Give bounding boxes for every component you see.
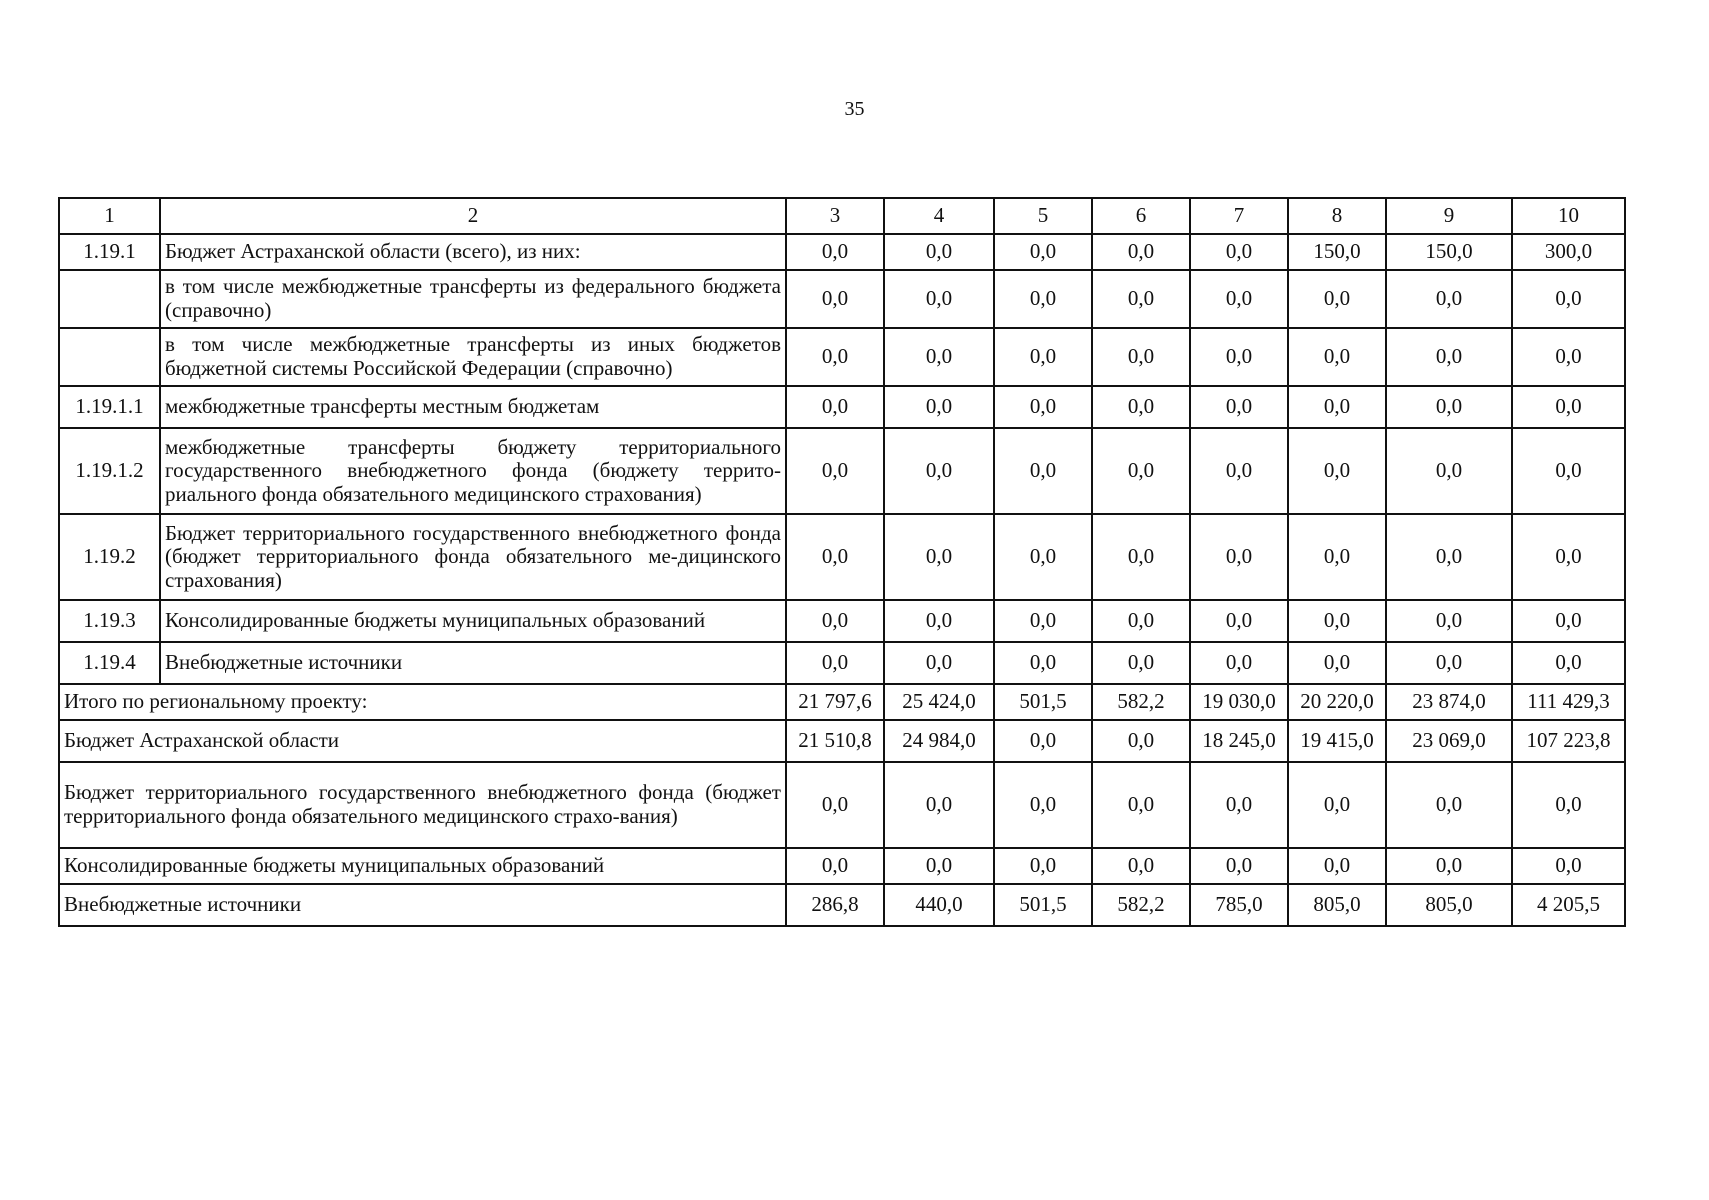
value-cell: 0,0 (786, 428, 884, 514)
column-number: 7 (1190, 198, 1288, 234)
value-cell: 0,0 (994, 720, 1092, 762)
row-code: 1.19.4 (59, 642, 160, 684)
value-cell: 0,0 (1092, 720, 1190, 762)
row-code (59, 270, 160, 328)
table-row (59, 386, 1625, 428)
table-row (59, 270, 1625, 328)
value-cell: 0,0 (786, 848, 884, 884)
value-cell: 23 069,0 (1386, 720, 1512, 762)
total-label: Итого по региональному проекту: (59, 684, 786, 720)
budget-table (58, 197, 1626, 927)
value-cell: 0,0 (1092, 600, 1190, 642)
table-row (59, 600, 1625, 642)
value-cell: 0,0 (786, 234, 884, 270)
value-cell: 0,0 (1092, 848, 1190, 884)
value-cell: 0,0 (994, 428, 1092, 514)
table-row (59, 328, 1625, 386)
value-cell: 21 510,8 (786, 720, 884, 762)
total-label: Бюджет территориального государственного внебюджетного фонда (бюджет территориального фонда обязательного медицинского страхо-вания) (59, 762, 786, 848)
value-cell: 19 415,0 (1288, 720, 1386, 762)
value-cell: 0,0 (884, 234, 994, 270)
value-cell: 785,0 (1190, 884, 1288, 926)
value-cell: 0,0 (994, 514, 1092, 600)
column-number: 1 (59, 198, 160, 234)
row-label: в том числе межбюджетные трансферты из иных бюджетов бюджетной системы Российской Федерации (справочно) (160, 328, 786, 386)
total-label: Внебюджетные источники (59, 884, 786, 926)
value-cell: 0,0 (1386, 600, 1512, 642)
value-cell: 0,0 (1288, 848, 1386, 884)
value-cell: 0,0 (1190, 270, 1288, 328)
total-row (59, 848, 1625, 884)
value-cell: 0,0 (786, 386, 884, 428)
value-cell: 0,0 (1386, 270, 1512, 328)
column-number: 8 (1288, 198, 1386, 234)
value-cell: 0,0 (786, 762, 884, 848)
value-cell: 21 797,6 (786, 684, 884, 720)
value-cell: 0,0 (786, 270, 884, 328)
column-number: 9 (1386, 198, 1512, 234)
row-code: 1.19.1 (59, 234, 160, 270)
value-cell: 0,0 (1288, 270, 1386, 328)
value-cell: 0,0 (1190, 514, 1288, 600)
column-number: 2 (160, 198, 786, 234)
column-number: 10 (1512, 198, 1625, 234)
row-label: Бюджет Астраханской области (всего), из них: (160, 234, 786, 270)
value-cell: 19 030,0 (1190, 684, 1288, 720)
value-cell: 501,5 (994, 684, 1092, 720)
row-label: межбюджетные трансферты местным бюджетам (160, 386, 786, 428)
table-row (59, 428, 1625, 514)
value-cell: 501,5 (994, 884, 1092, 926)
value-cell: 0,0 (884, 642, 994, 684)
total-row (59, 720, 1625, 762)
value-cell: 0,0 (1092, 514, 1190, 600)
row-code: 1.19.1.2 (59, 428, 160, 514)
table-row (59, 514, 1625, 600)
value-cell: 440,0 (884, 884, 994, 926)
value-cell: 0,0 (1092, 642, 1190, 684)
value-cell: 150,0 (1288, 234, 1386, 270)
value-cell: 0,0 (994, 328, 1092, 386)
value-cell: 0,0 (884, 328, 994, 386)
total-row (59, 762, 1625, 848)
value-cell: 0,0 (786, 642, 884, 684)
value-cell: 0,0 (1512, 386, 1625, 428)
value-cell: 0,0 (994, 762, 1092, 848)
row-label: Консолидированные бюджеты муниципальных образований (160, 600, 786, 642)
value-cell: 0,0 (1190, 642, 1288, 684)
value-cell: 0,0 (1512, 762, 1625, 848)
value-cell: 0,0 (1092, 270, 1190, 328)
value-cell: 0,0 (1190, 762, 1288, 848)
value-cell: 150,0 (1386, 234, 1512, 270)
value-cell: 0,0 (1092, 234, 1190, 270)
value-cell: 0,0 (884, 428, 994, 514)
row-code: 1.19.3 (59, 600, 160, 642)
value-cell: 0,0 (1288, 600, 1386, 642)
table-row (59, 234, 1625, 270)
value-cell: 0,0 (1288, 386, 1386, 428)
value-cell: 0,0 (786, 600, 884, 642)
value-cell: 300,0 (1512, 234, 1625, 270)
column-number: 3 (786, 198, 884, 234)
value-cell: 286,8 (786, 884, 884, 926)
value-cell: 4 205,5 (1512, 884, 1625, 926)
row-code (59, 328, 160, 386)
column-number: 6 (1092, 198, 1190, 234)
value-cell: 0,0 (1512, 428, 1625, 514)
row-label: межбюджетные трансферты бюджету территориального государственного внебюджетного фонда (бюджету террито-риального фонда обязательного медицинского страхования) (160, 428, 786, 514)
total-row (59, 884, 1625, 926)
column-number-row (59, 198, 1625, 234)
value-cell: 0,0 (1190, 328, 1288, 386)
value-cell: 0,0 (1386, 642, 1512, 684)
table-row (59, 642, 1625, 684)
value-cell: 582,2 (1092, 884, 1190, 926)
value-cell: 0,0 (1512, 848, 1625, 884)
value-cell: 20 220,0 (1288, 684, 1386, 720)
value-cell: 0,0 (1190, 848, 1288, 884)
value-cell: 0,0 (1092, 328, 1190, 386)
value-cell: 0,0 (1190, 386, 1288, 428)
value-cell: 0,0 (994, 270, 1092, 328)
value-cell: 0,0 (1190, 428, 1288, 514)
total-row (59, 684, 1625, 720)
column-number: 4 (884, 198, 994, 234)
value-cell: 582,2 (1092, 684, 1190, 720)
value-cell: 0,0 (1092, 428, 1190, 514)
total-label: Консолидированные бюджеты муниципальных образований (59, 848, 786, 884)
value-cell: 805,0 (1386, 884, 1512, 926)
value-cell: 0,0 (884, 386, 994, 428)
value-cell: 0,0 (1288, 642, 1386, 684)
value-cell: 0,0 (1512, 270, 1625, 328)
value-cell: 18 245,0 (1190, 720, 1288, 762)
value-cell: 0,0 (1512, 328, 1625, 386)
value-cell: 0,0 (994, 600, 1092, 642)
value-cell: 0,0 (1190, 234, 1288, 270)
page-number: 35 (844, 98, 865, 120)
value-cell: 0,0 (884, 270, 994, 328)
value-cell: 0,0 (1386, 328, 1512, 386)
value-cell: 0,0 (884, 762, 994, 848)
value-cell: 0,0 (884, 514, 994, 600)
value-cell: 107 223,8 (1512, 720, 1625, 762)
value-cell: 0,0 (1512, 642, 1625, 684)
value-cell: 0,0 (1386, 848, 1512, 884)
row-label: Внебюджетные источники (160, 642, 786, 684)
value-cell: 0,0 (1386, 514, 1512, 600)
value-cell: 0,0 (994, 234, 1092, 270)
row-label: Бюджет территориального государственного внебюджетного фонда (бюджет территориального фонда обязательного ме-дицинского страхования) (160, 514, 786, 600)
total-label: Бюджет Астраханской области (59, 720, 786, 762)
row-label: в том числе межбюджетные трансферты из федерального бюджета (справочно) (160, 270, 786, 328)
value-cell: 0,0 (884, 848, 994, 884)
value-cell: 0,0 (1288, 328, 1386, 386)
value-cell: 0,0 (994, 386, 1092, 428)
value-cell: 0,0 (786, 328, 884, 386)
value-cell: 805,0 (1288, 884, 1386, 926)
value-cell: 0,0 (1288, 762, 1386, 848)
value-cell: 0,0 (1512, 600, 1625, 642)
value-cell: 0,0 (1092, 386, 1190, 428)
value-cell: 0,0 (884, 600, 994, 642)
value-cell: 0,0 (1190, 600, 1288, 642)
row-code: 1.19.2 (59, 514, 160, 600)
value-cell: 24 984,0 (884, 720, 994, 762)
row-code: 1.19.1.1 (59, 386, 160, 428)
value-cell: 0,0 (1092, 762, 1190, 848)
value-cell: 0,0 (1288, 428, 1386, 514)
value-cell: 0,0 (1386, 386, 1512, 428)
value-cell: 0,0 (1288, 514, 1386, 600)
value-cell: 23 874,0 (1386, 684, 1512, 720)
value-cell: 0,0 (786, 514, 884, 600)
value-cell: 25 424,0 (884, 684, 994, 720)
value-cell: 0,0 (1512, 514, 1625, 600)
value-cell: 0,0 (1386, 428, 1512, 514)
column-number: 5 (994, 198, 1092, 234)
value-cell: 0,0 (1386, 762, 1512, 848)
value-cell: 111 429,3 (1512, 684, 1625, 720)
value-cell: 0,0 (994, 848, 1092, 884)
value-cell: 0,0 (994, 642, 1092, 684)
